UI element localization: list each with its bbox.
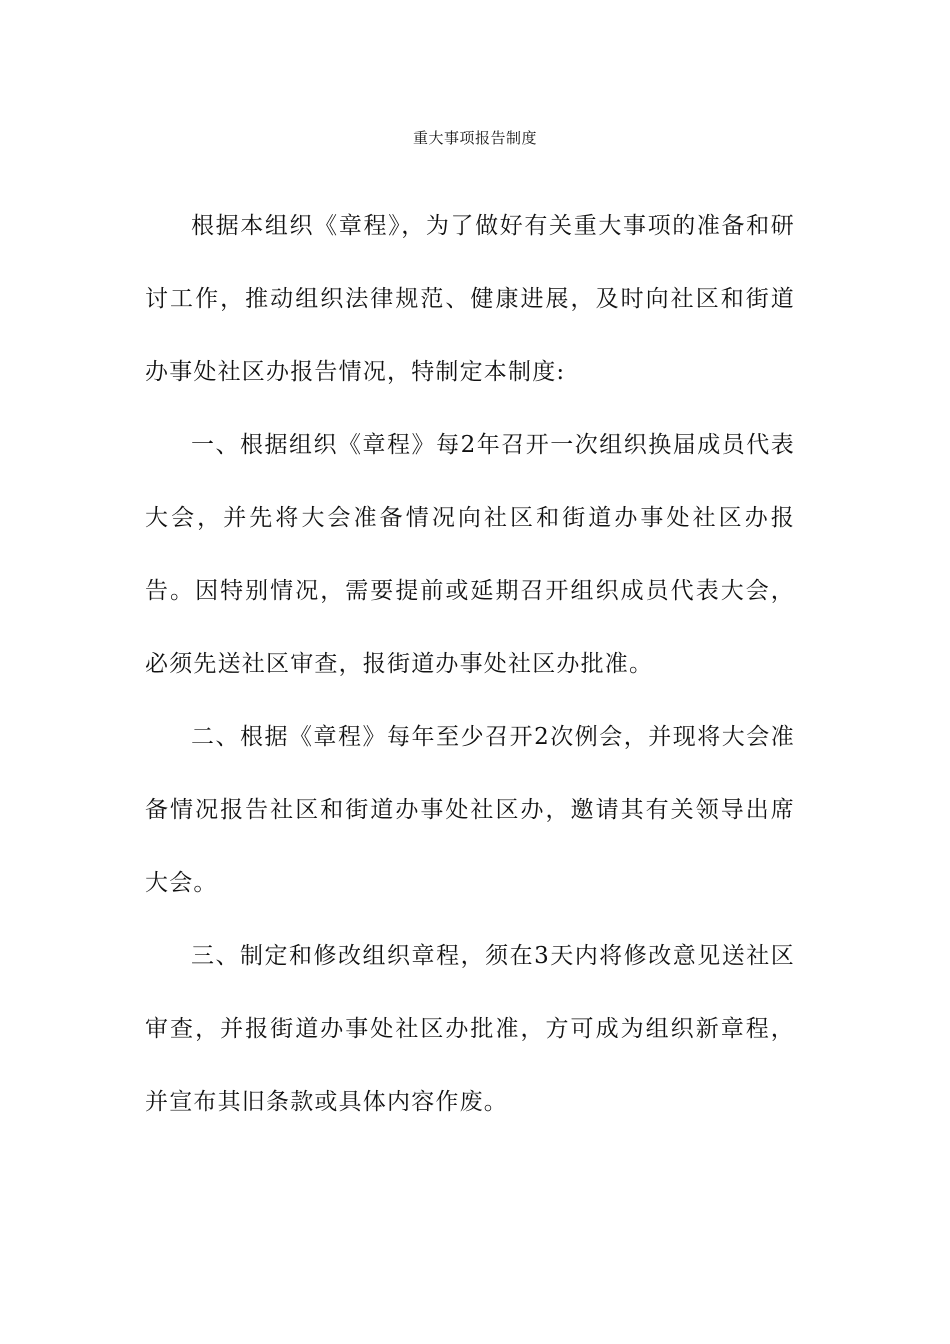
paragraph-intro: 根据本组织《章程》，为了做好有关重大事项的准备和研讨工作，推动组织法律规范、健康进展，及时向社区和街道办事处社区办报告情况，特制定本制度: <box>145 213 795 385</box>
document-title: 重大事项报告制度 <box>412 129 537 147</box>
document-body <box>145 190 795 1139</box>
paragraph-clause-1: 一、根据组织《章程》每2年召开一次组织换届成员代表大会，并先将大会准备情况向社区和街道办事处社区办报告。因特别情况，需要提前或延期召开组织成员代表大会，必须先送社区审查，报街道办事处社区办批准。 <box>145 432 795 677</box>
paragraph-clause-3: 三、制定和修改组织章程，须在3天内将修改意见送社区审查，并报街道办事处社区办批准，方可成为组织新章程，并宣布其旧条款或具体内容作废。 <box>145 943 795 1115</box>
paragraph-clause-2: 二、根据《章程》每年至少召开2次例会，并现将大会准备情况报告社区和街道办事处社区办，邀请其有关领导出席大会。 <box>145 724 795 896</box>
